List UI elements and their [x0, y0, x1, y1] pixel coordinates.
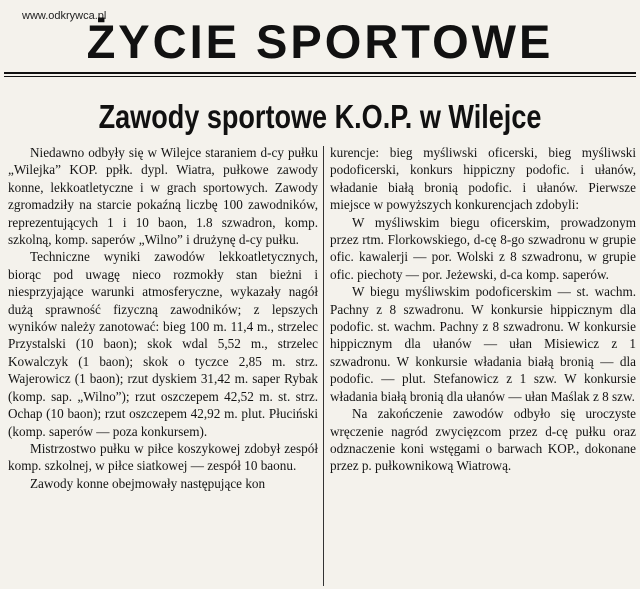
- column-divider: [323, 146, 324, 586]
- article-paragraph: W biegu myśliwskim podoficerskim — st. wachm. Pachny z 8 szwadronu. W konkursie hippicznym dla podofic. st. wachm. Pachny z 8 szwadronu. W konkursie hippicznym dla ułanów — ułan Misiewicz z 1 szwadronu. W konkursie władania białą bronią — dla podofic. — plut. Stefanowicz z 1 szw. W konkursie władania białą bronią dla ułanów — ułan Maślak z 8 szw.: [330, 284, 636, 404]
- article-paragraph: Mistrzostwo pułku w piłce koszykowej zdobył zespół komp. szkolnej, w piłce siatkowej — zespół 10 baonu.: [8, 440, 318, 474]
- article-headline: Zawody sportowe K.O.P. w Wilejce: [98, 98, 542, 135]
- article-paragraph: Niedawno odbyły się w Wilejce staraniem d-cy pułku „Wilejka” KOP. ppłk. dypl. Wiatra, pułkowe zawody konne, lekkoatletyczne i w grach sportowych. Zawody zgromadziły na starcie pokaźną liczbę 100 zawodników, reprezentujących 1 i 10 baon, 1.8 szwadron, komp. szkolną, komp. saperów „Wilno” i drużynę d-cy pułku.: [8, 145, 318, 248]
- watermark-text: www.odkrywca.pl: [22, 10, 107, 22]
- article-paragraph: Zawody konne obejmowały następujące kon: [30, 475, 266, 491]
- masthead-rule-thin: [4, 76, 636, 77]
- article-paragraph: Techniczne wyniki zawodów lekkoatletycznych, biorąc pod uwagę nieco rozmokły stan bieżni i niesprzyjające warunki atmosferyczne, wykazały nagół dużą sprawność fizyczną zawodników; z lepszych wyników należy zanotować: bieg 100 m. 11,4 m., strzelec Przystalski (10 baon); skok wdal 5,52 m., strzelec Kowalczyk (1 baon); skok o tyczce 2,85 m. strz. Wajerowicz (1 baon); rzut dyskiem 31,42 m. saper Rybak (komp. sap. „Wilno”); rzut oszczepem 42,52 m. st. strz. Ochap (10 baon); rzut oszczepem 42,92 m. plut. Płuciński (komp. saperów — poza konkursem).: [8, 249, 318, 439]
- section-masthead: ŻYCIE SPORTOWE: [86, 15, 554, 68]
- masthead-rule-thick: [4, 72, 636, 74]
- article-column-right: [330, 144, 636, 475]
- article-paragraph: kurencje: bieg myśliwski oficerski, bieg myśliwski podoficerski, konkurs hippiczny podofic. i ułanów, władanie białą bronią podofic. i ułanów. Pierwsze miejsce w powyższych konkurencjach zdobyli:: [330, 145, 636, 213]
- article-paragraph: Na zakończenie zawodów odbyło się uroczyste wręczenie nagród zwycięzcom przez d-cę pułku oraz odznaczenie koni wstęgami o barwach KOP., dokonane przez p. pułkownikową Wiatrową.: [330, 406, 636, 474]
- article-paragraph: W myśliwskim biegu oficerskim, prowadzonym przez rtm. Florkowskiego, d-cę 8-go szwadronu w grupie ofic. kawalerji — por. Wolski z 8 szwadronu, w grupie ofic. piechoty — por. Jeżewski, d-ca komp. saperów.: [330, 214, 636, 282]
- article-column-left: [8, 144, 318, 492]
